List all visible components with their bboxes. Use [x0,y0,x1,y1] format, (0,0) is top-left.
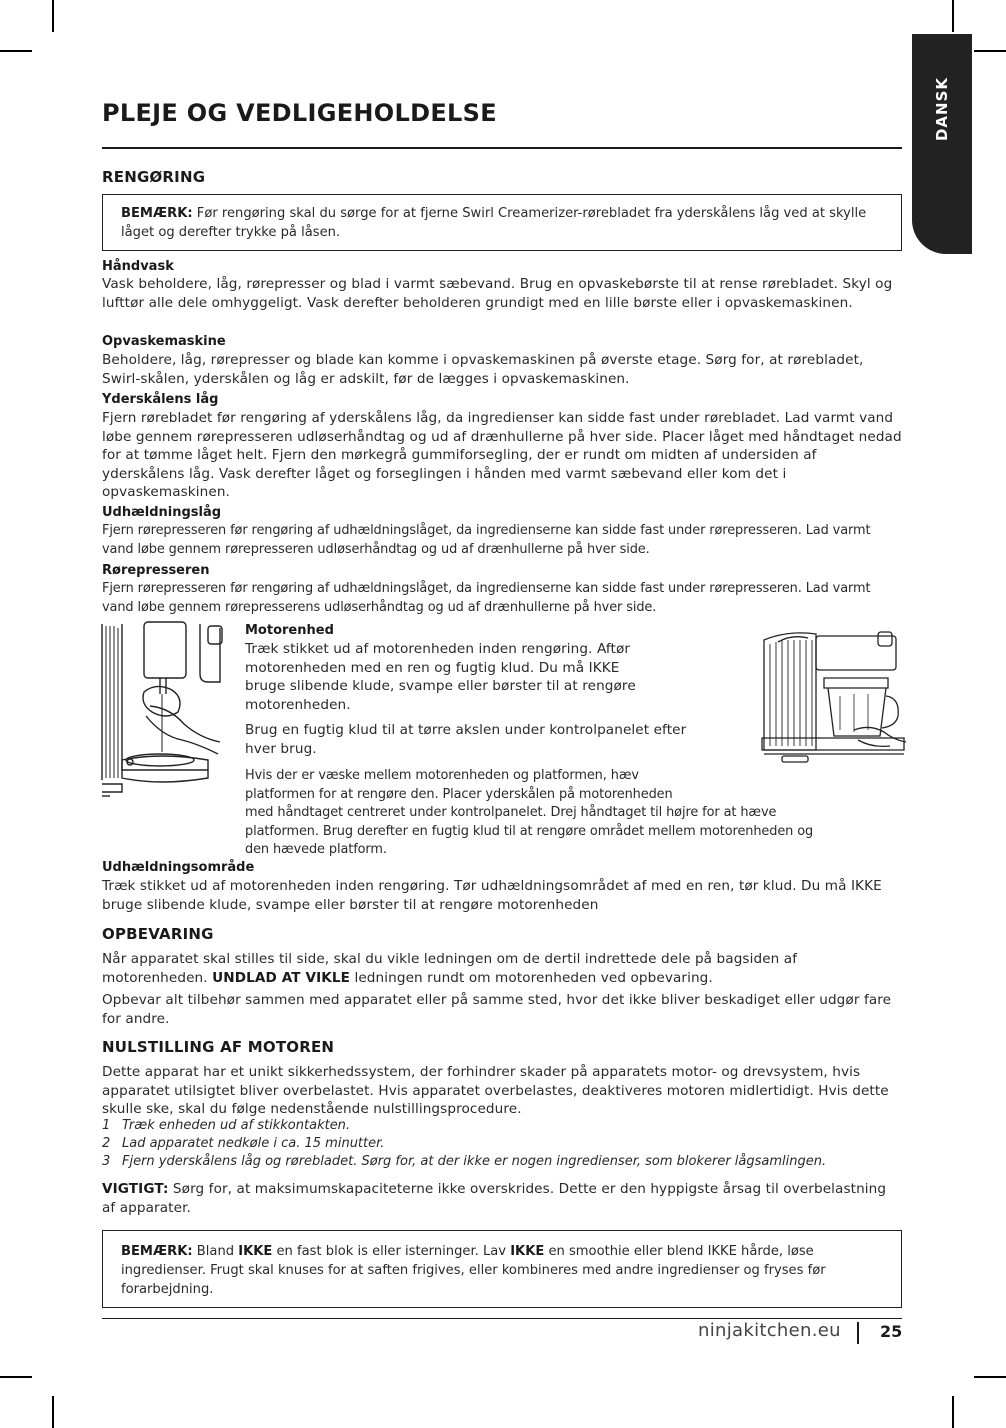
crop-mark [952,1396,954,1428]
opbevaring-text-a: Når apparatet skal stilles til side, skal du vikle ledningen om de dertil indrettede dele på bagsiden af motorenheden. [102,951,798,986]
motorenhed-p3 [245,767,905,860]
paragraph-yderskaalens-laag: Fjern rørebladet før rengøring af yderskålens låg, da ingredienser kan sidde fast under rørebladet. Lad varmt vand løbe gennem rørepresseren udløserhåndtag og ud af drænhullerne på hver side. Placer låget med håndtaget nedad for at tømme låget helt. Fjern den mørkegrå gummiforsegling, der er rundt om midten af undersiden af yderskålens låg. Vask derefter låget og forseglingen i hånden med varmt sæbevand eller kom det i opvaskemaskinen. [102,410,902,500]
subheading-yderskaalens-laag: Yderskålens låg [102,392,219,407]
illustration-raise-platform [758,630,908,770]
subheading-udhaeldningsomraade: Udhældningsområde [102,860,255,875]
page-number: 25 [880,1322,903,1341]
note-box-blending [102,1230,902,1308]
motorenhed-p3-line: den hævede platform. [245,842,387,857]
paragraph-rorepresseren: Fjern rørepresseren før rengøring af udhældningslåget, da ingredienserne kan sidde fast under rørepresseren. Lad varmt vand løbe gennem rørepresserens udløserhåndtag og ud af drænhullerne på hver side. [102,581,871,615]
crop-mark [952,0,954,32]
paragraph-haandvask: Vask beholdere, låg, rørepresser og blad i varmt sæbevand. Brug en opvaskebørste til at rense rørebladet. Skyl og lufttør alle dele omhyggeligt. Vask derefter beholderen grundigt med en lille børste eller i opvaskemaskinen. [102,276,893,311]
crop-mark [0,50,32,52]
note-label: BEMÆRK: [121,206,193,221]
opbevaring-emphasis: UNDLAD AT VIKLE [212,969,351,986]
motorenhed-p1-line: motorenheden. [245,696,351,713]
vigtigt-text: Sørg for, at maksimumskapaciteterne ikke overskrides. Dette er den hyppigste årsag til overbelastning af apparater. [102,1181,887,1216]
language-tab-label: DANSK [933,76,951,142]
footer-website: ninjakitchen.eu [698,1320,841,1341]
paragraph-udhaeldningslaag: Fjern rørepresseren før rengøring af udhældningslåget, da ingredienserne kan sidde fast under rørepresseren. Lad varmt vand løbe gennem rørepresseren udløserhåndtag og ud af drænhullerne på hver side. [102,523,871,557]
title-divider [102,147,902,149]
step-text: Træk enheden ud af stikkontakten. [122,1118,351,1133]
note2-text: en fast blok is eller isterninger. Lav [272,1244,511,1259]
subheading-opvaskemaskine: Opvaskemaskine [102,334,226,349]
note2-text: en smoothie eller blend IKKE hårde, løse ingredienser. Frugt skal knuses for at saften frigives, eller kombineres med andre ingredienser og fryses før forarbejdning. [121,1244,826,1297]
step-text: Lad apparatet nedkøle i ca. 15 minutter. [122,1136,385,1151]
footer-divider [102,1318,902,1319]
note2-keyword: IKKE [238,1244,273,1259]
note-text: Før rengøring skal du sørge for at fjerne Swirl Creamerizer-rørebladet fra yderskålens låg ved at skylle låget og derefter trykke på låsen. [121,206,867,240]
list-item [102,1117,902,1135]
list-item [102,1135,902,1153]
step-number: 1 [102,1118,111,1133]
subheading-motorenhed: Motorenhed [245,623,334,638]
vigtigt-label: VIGTIGT: [102,1181,169,1197]
motorenhed-p2-line: Brug en fugtig klud til at tørre akslen under kontrolpanelet efter [245,722,687,738]
motorenhed-p1 [245,640,745,714]
motorenhed-p1-line: motorenheden med en ren og fugtig klud. Du må IKKE [245,659,620,676]
paragraph-nulstilling: Dette apparat har et unikt sikkerhedssystem, der forhindrer skader på apparatets motor- og drevsystem, hvis apparatet utilsigtet bliver overbelastet. Hvis apparatet overbelastes, deaktiveres motoren midlertidigt. Hvis dette skulle ske, skal du følge nedenstående nulstillingsprocedure. [102,1064,889,1117]
note2-label: BEMÆRK: [121,1244,193,1259]
crop-mark [974,1376,1006,1378]
list-item [102,1153,902,1171]
paragraph-opvaskemaskine: Beholdere, låg, rørepresser og blade kan komme i opvaskemaskinen på øverste etage. Sørg for, at rørebladet, Swirl-skålen, yderskålen og låg er adskilt, før de lægges i opvaskemaskinen. [102,352,864,387]
subheading-haandvask: Håndvask [102,259,174,274]
step-text: Fjern yderskålens låg og rørebladet. Sørg for, at der ikke er nogen ingredienser, som blokerer lågsamlingen. [122,1154,827,1169]
note2-text: Bland [192,1244,239,1259]
motorenhed-p2-line: hver brug. [245,740,317,757]
subheading-udhaeldningslaag: Udhældningslåg [102,505,222,520]
motorenhed-p3-line: platformen for at rengøre den. Placer yderskålen på motorenheden [245,786,673,802]
illustration-wipe-shaft [100,620,230,802]
paragraph-udhaeldningsomraade: Træk stikket ud af motorenheden inden rengøring. Tør udhældningsområdet af med en ren, tør klud. Du må IKKE bruge slibende klude, svampe eller børster til at rengøre motorenheden [102,878,882,913]
motorenhed-p1-line: bruge slibende klude, svampe eller børster til at rengøre [245,678,636,694]
language-tab [912,34,972,254]
crop-mark [52,0,54,32]
note-box [102,194,902,251]
reset-steps-list [102,1117,902,1171]
paragraph-opbevaring-2: Opbevar alt tilbehør sammen med apparatet eller på samme sted, hvor det ikke bliver beskadiget eller udgør fare for andre. [102,992,892,1027]
section-heading-rengoring: RENGØRING [102,168,206,186]
section-heading-nulstilling: NULSTILLING AF MOTOREN [102,1038,335,1056]
page-title: PLEJE OG VEDLIGEHOLDELSE [102,99,497,127]
motorenhed-p3-line: platformen. Brug derefter en fugtig klud til at rengøre området mellem motorenheden og [245,823,814,839]
motorenhed-p3-line: Hvis der er væske mellem motorenheden og platformen, hæv [245,768,639,783]
crop-mark [0,1376,32,1378]
opbevaring-text-c: ledningen rundt om motorenheden ved opbevaring. [350,969,713,986]
motorenhed-p1-line: Træk stikket ud af motorenheden inden rengøring. Aftør [245,641,631,657]
motorenhed-p3-line: med håndtaget centreret under kontrolpanelet. Drej håndtaget til højre for at hæve [245,805,777,820]
motorenhed-p2 [245,721,745,758]
note2-keyword: IKKE [510,1244,545,1259]
crop-mark [52,1396,54,1428]
footer-separator [857,1322,859,1344]
paragraph-vigtigt [102,1180,902,1217]
paragraph-opbevaring-1 [102,950,902,987]
subheading-rorepresseren: Rørepresseren [102,563,210,578]
step-number: 3 [102,1154,111,1169]
step-number: 2 [102,1136,111,1151]
crop-mark [974,50,1006,52]
section-heading-opbevaring: OPBEVARING [102,925,214,943]
